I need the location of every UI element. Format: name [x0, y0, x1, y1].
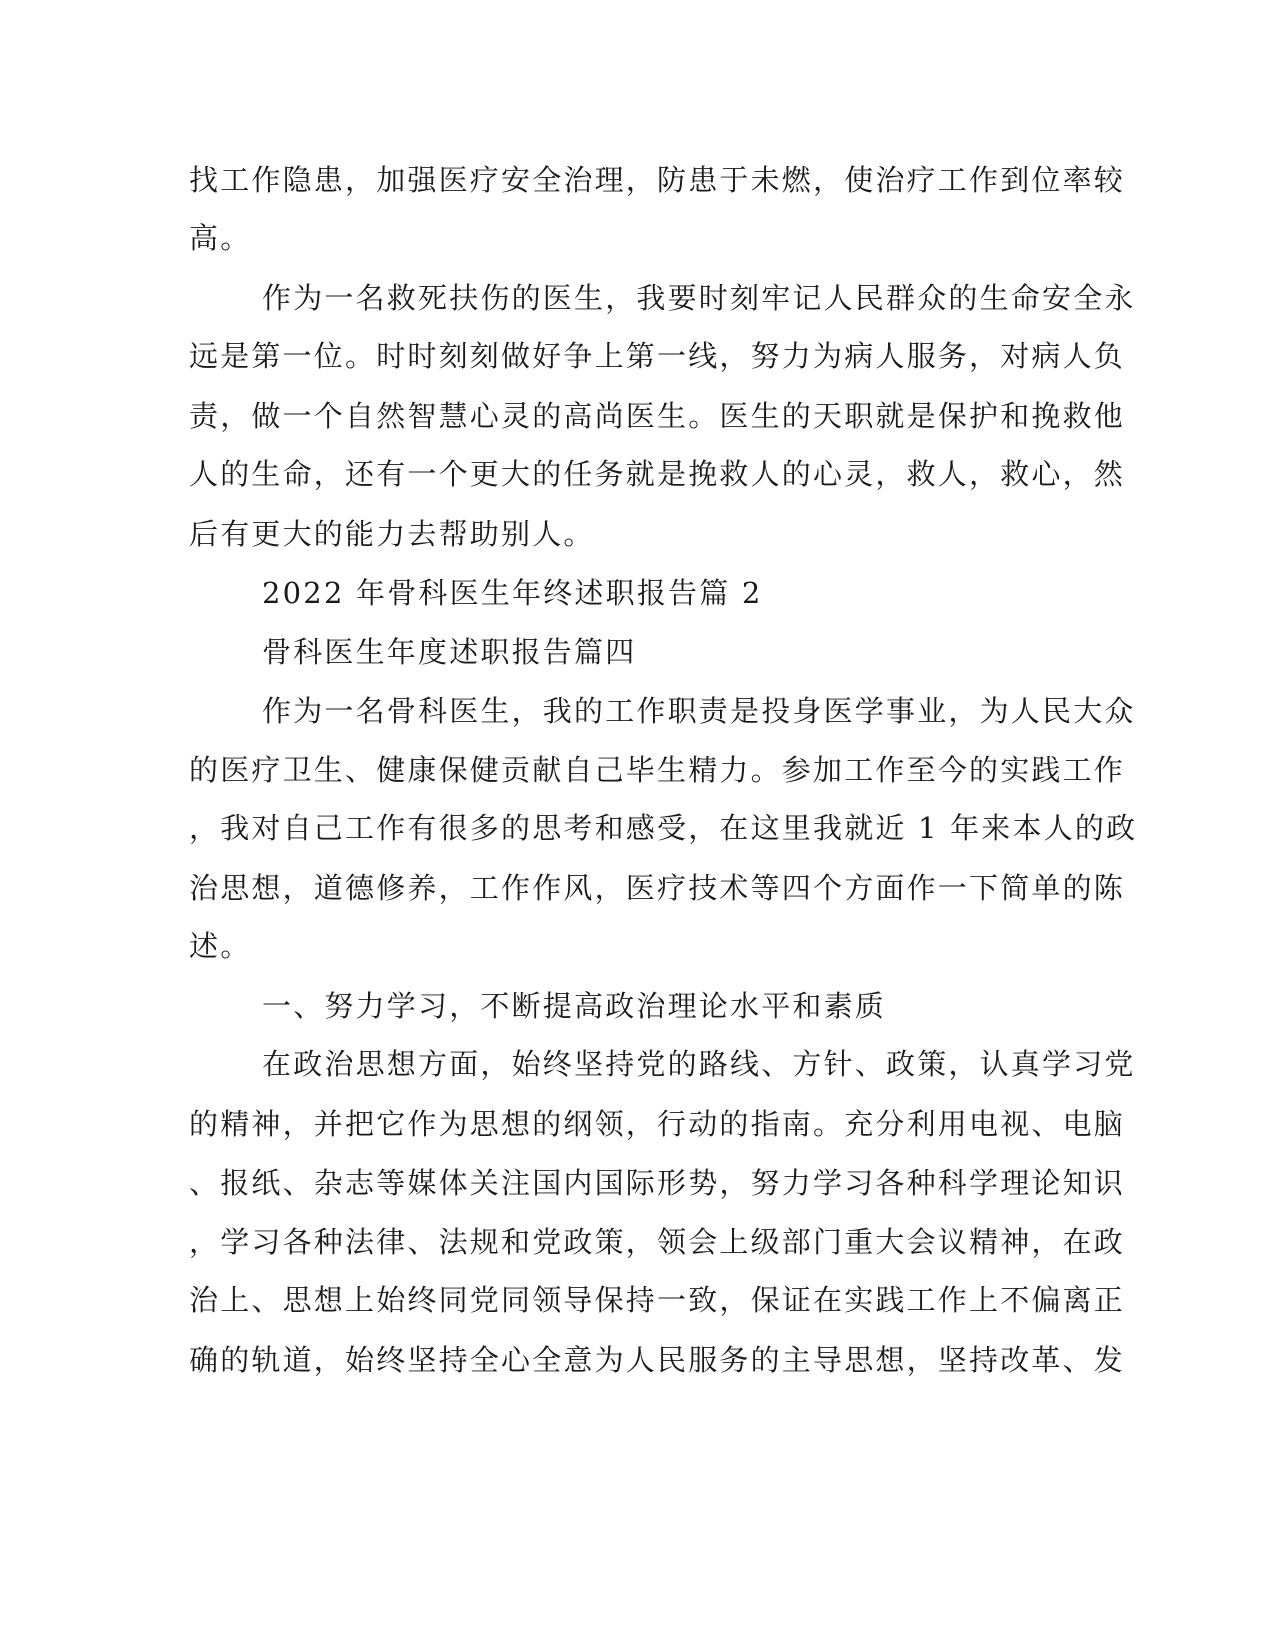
text-line: 治上、思想上始终同党同领导保持一致，保证在实践工作上不偏离正: [189, 1283, 1126, 1317]
text-line: 后有更大的能力去帮助别人。: [189, 517, 595, 551]
section-heading: 一、努力学习，不断提高政治理论水平和素质: [262, 989, 887, 1023]
section-heading: 2022 年骨科医生年终述职报告篇 2: [262, 576, 763, 610]
text-line: 治思想，道德修养，工作作风，医疗技术等四个方面作一下简单的陈: [189, 871, 1126, 905]
text-line: 确的轨道，始终坚持全心全意为人民服务的主导思想，坚持改革、发: [189, 1343, 1126, 1377]
text-line: 述。: [189, 929, 252, 963]
text-line: 找工作隐患，加强医疗安全治理，防患于未燃，使治疗工作到位率较: [189, 163, 1126, 197]
text-line: 责，做一个自然智慧心灵的高尚医生。医生的天职就是保护和挽救他: [189, 399, 1126, 433]
text-line: ，学习各种法律、法规和党政策，领会上级部门重大会议精神，在政: [189, 1225, 1126, 1259]
paragraph-start-line: 作为一名救死扶伤的医生，我要时刻牢记人民群众的生命安全永: [262, 281, 1136, 315]
text-line: 人的生命，还有一个更大的任务就是挽救人的心灵，救人，救心，然: [189, 457, 1126, 491]
section-subheading: 骨科医生年度述职报告篇四: [262, 635, 637, 669]
paragraph-start-line: 作为一名骨科医生，我的工作职责是投身医学事业，为人民大众: [262, 694, 1136, 728]
text-line: 高。: [189, 221, 252, 255]
text-line: ，我对自己工作有很多的思考和感受，在这里我就近 1 年来本人的政: [189, 811, 1138, 845]
paragraph-start-line: 在政治思想方面，始终坚持党的路线、方针、政策，认真学习党: [262, 1047, 1136, 1081]
text-line: 远是第一位。时时刻刻做好争上第一线，努力为病人服务，对病人负: [189, 339, 1126, 373]
text-line: 的医疗卫生、健康保健贡献自己毕生精力。参加工作至今的实践工作: [189, 753, 1126, 787]
text-line: 的精神，并把它作为思想的纲领，行动的指南。充分利用电视、电脑: [189, 1107, 1126, 1141]
text-line: 、报纸、杂志等媒体关注国内国际形势，努力学习各种科学理论知识: [189, 1166, 1126, 1200]
